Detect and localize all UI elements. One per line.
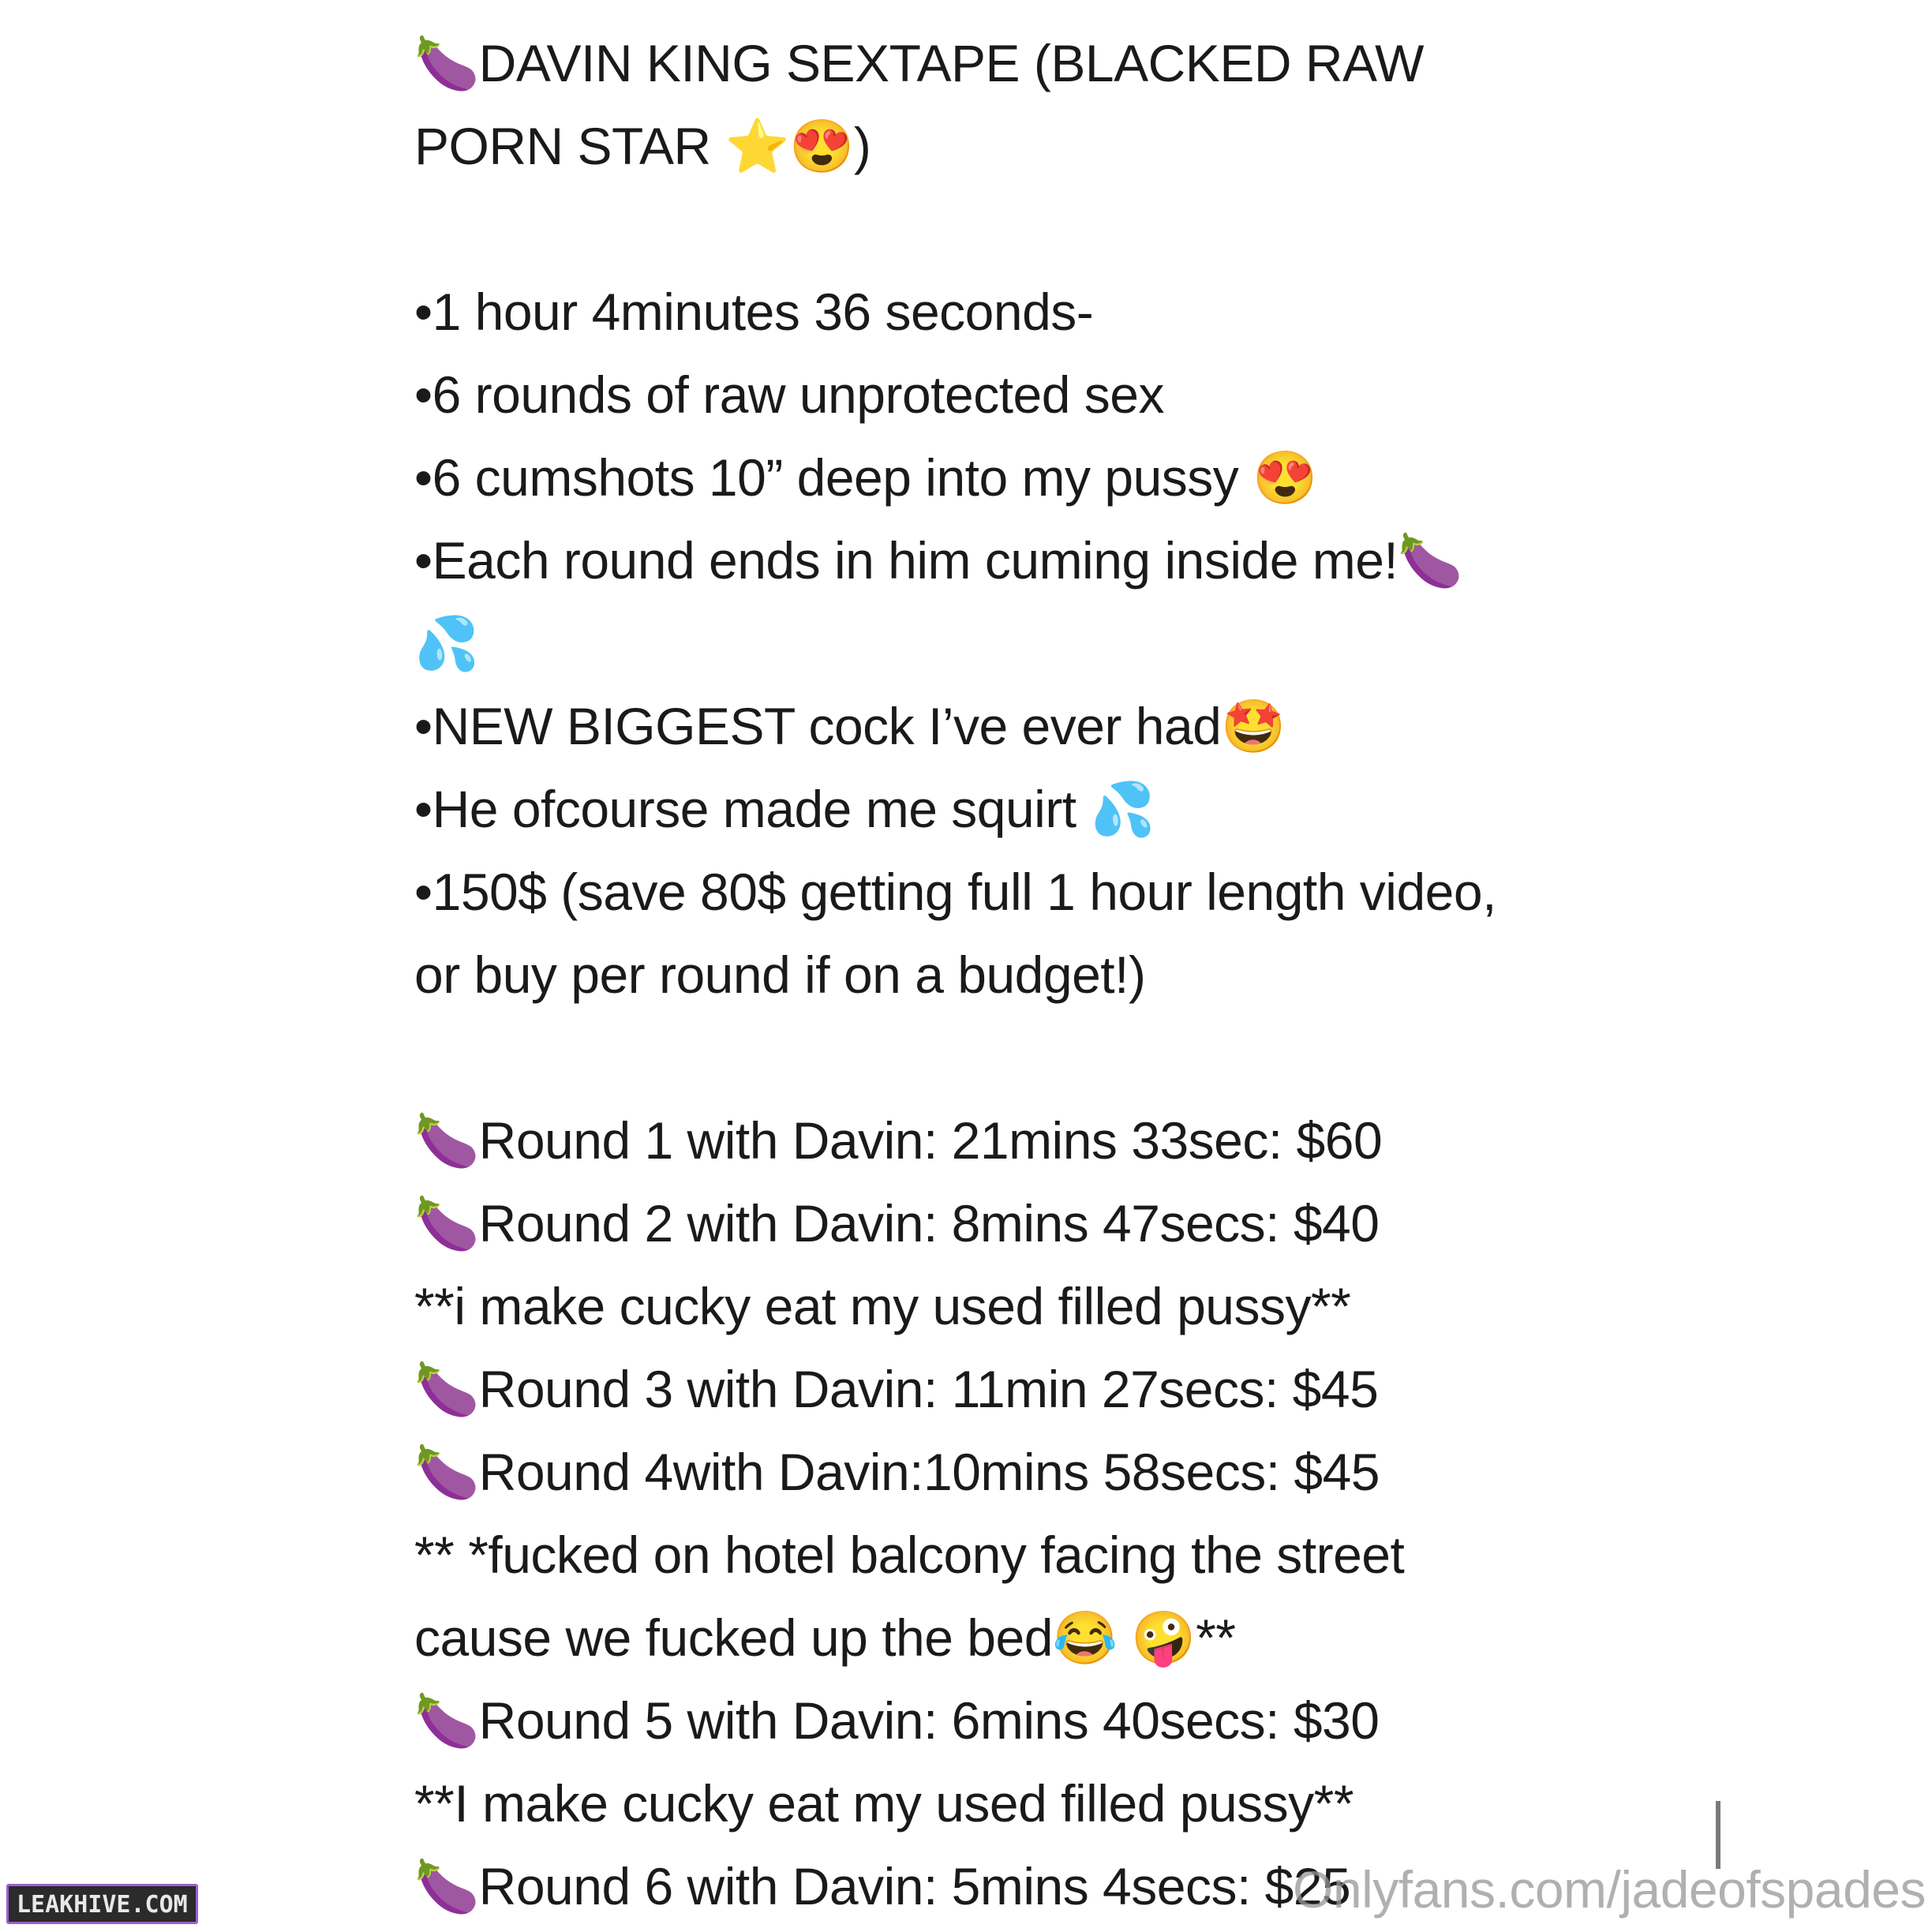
text-line-duration: •1 hour 4minutes 36 seconds- [414,283,1094,341]
text-line-round-4-note: ** *fucked on hotel balcony facing the street cause we fucked up the bed😂 🤪** [414,1526,1419,1667]
text-line-round-3: 🍆Round 3 with Davin: 11min 27secs: $45 [414,1360,1379,1418]
text-line-blank-2 [414,1017,1535,1099]
text-line-round-5: 🍆Round 5 with Davin: 6mins 40secs: $30 [414,1691,1380,1750]
text-line-biggest: •NEW BIGGEST cock I’ve ever had🤩 [414,697,1286,755]
text-line-cumshots: •6 cumshots 10” deep into my pussy 😍 [414,448,1317,507]
text-line-round-6: 🍆Round 6 with Davin: 5mins 4secs: $25 [414,1857,1351,1915]
text-line-title: 🍆DAVIN KING SEXTAPE (BLACKED RAW PORN STAR ⭐😍) [414,34,1438,175]
text-line-round-2-note: **i make cucky eat my used filled pussy** [414,1277,1351,1335]
text-line-round-5-note: **I make cucky eat my used filled pussy** [414,1774,1354,1833]
text-line-price: •150$ (save 80$ getting full 1 hour length video, or buy per round if on a budget!) [414,863,1511,1004]
text-line-each-round: •Each round ends in him cuming inside me!🍆 💦 [414,531,1477,672]
leakhive-watermark-label: LEAKHIVE.COM [17,1891,188,1919]
leakhive-watermark [6,1884,198,1924]
text-line-round-2: 🍆Round 2 with Davin: 8mins 47secs: $40 [414,1194,1380,1252]
text-line-rounds: •6 rounds of raw unprotected sex [414,365,1164,424]
text-line-squirt: •He ofcourse made me squirt 💦 [414,780,1155,838]
text-line-round-1: 🍆Round 1 with Davin: 21mins 33sec: $60 [414,1111,1383,1170]
text-line-blank [414,188,1535,271]
text-line-round-4: 🍆Round 4with Davin:10mins 58secs: $45 [414,1443,1380,1501]
post-text-body [414,22,1535,1928]
onlyfans-url-watermark: Onlyfans.com/jadeofspades [1293,1860,1926,1919]
